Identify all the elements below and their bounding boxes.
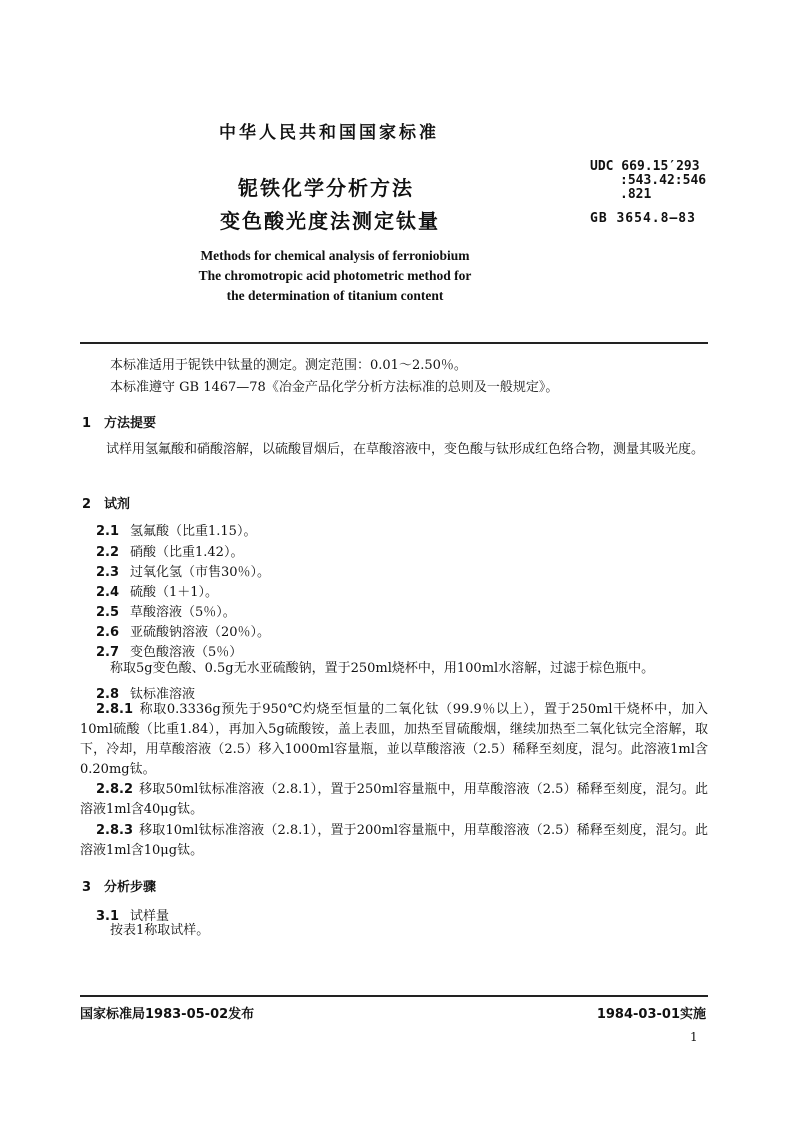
section-title: 试剂 — [104, 497, 131, 512]
effective-date: 1984-03-01实施 — [596, 1007, 706, 1022]
title-english-line1: Methods for chemical analysis of ferroniobium — [200, 248, 470, 263]
paragraph-2-8-2: 2.8.2 移取50ml钛标准溶液（2.8.1），置于250ml容量瓶中，用草酸溶液（2.5）稀释至刻度，混匀。此溶液1ml含40μg钛。 — [80, 782, 708, 817]
title-english-line2: The chromotropic acid photometric method for — [198, 268, 472, 283]
section-3-heading — [82, 876, 156, 895]
section-number: 1 — [82, 416, 92, 431]
section-2-heading — [82, 493, 130, 512]
reagent-item: 2.1 氢氟酸（比重1.15）。 — [96, 524, 257, 539]
reagent-item: 2.8 钛标准溶液 — [96, 687, 196, 702]
title-english-line3: the determination of titanium content — [226, 288, 444, 303]
gb-number: GB 3654.8—83 — [590, 211, 696, 226]
udc-line1: UDC 669.15′293 — [590, 159, 700, 174]
reagent-item: 2.2 硝酸（比重1.42）。 — [96, 545, 244, 560]
paragraph-2-8-3: 2.8.3 移取10ml钛标准溶液（2.8.1），置于200ml容量瓶中，用草酸溶液（2.5）稀释至刻度，混匀。此溶液1ml含10μg钛。 — [80, 823, 708, 858]
reagent-item: 2.5 草酸溶液（5％）。 — [96, 605, 236, 620]
section-title: 方法提要 — [104, 416, 157, 431]
title-chinese-line2: 变色酸光度法测定钛量 — [220, 209, 440, 233]
section-number: 2 — [82, 497, 92, 512]
page-number: 1 — [690, 1030, 698, 1044]
issuing-body: 中华人民共和国国家标准 — [219, 123, 439, 143]
udc-line3: .821 — [620, 187, 652, 202]
issue-date: 国家标准局1983-05-02发布 — [80, 1007, 255, 1022]
udc-line2: :543.42:546 — [620, 173, 707, 188]
title-chinese-line1: 铌铁化学分析方法 — [238, 176, 414, 200]
reagent-item: 2.7 变色酸溶液（5％） — [96, 645, 243, 660]
section-1-paragraph: 试样用氢氟酸和硝酸溶解，以硫酸冒烟后，在草酸溶液中，变色酸与钛形成红色络合物，测量其吸光度。 — [80, 442, 705, 457]
udc-code — [590, 160, 706, 202]
section-number: 3 — [82, 880, 92, 895]
header-rule — [80, 342, 708, 344]
footer-rule — [80, 995, 708, 997]
paragraph-2-8-1: 2.8.1 称取0.3336g预先于950℃灼烧至恒量的二氧化钛（99.9％以上），置于250ml干烧杯中，加入10ml硫酸（比重1.84），再加入5g硫酸铵，盖上表皿，加热至冒硫酸烟，继续加热至二氧化钛完全溶解，取下，冷却，用草酸溶液（2.5）移入1000ml容量瓶，並以草酸溶液（2.5）稀释至刻度，混匀。此溶液1ml含0.20mg钛。 — [80, 702, 708, 777]
section-1-heading — [82, 412, 156, 431]
scope-statement: 本标准适用于铌铁中钛量的测定。测定范围：0.01～2.50％。 — [110, 358, 467, 373]
reagent-item: 2.4 硫酸（1＋1）。 — [96, 585, 219, 600]
reagent-2-7-preparation: 称取5g变色酸、0.5g无水亚硫酸钠，置于250ml烧杯中，用100ml水溶解，过滤于棕色瓶中。 — [110, 661, 655, 676]
reagent-item: 2.6 亚硫酸钠溶液（20％）。 — [96, 625, 271, 640]
compliance-statement: 本标准遵守 GB 1467—78《冶金产品化学分析方法标准的总则及一般规定》。 — [110, 380, 559, 395]
step-item: 3.1 试样量 — [96, 909, 170, 924]
reagent-item: 2.3 过氧化氢（市售30％）。 — [96, 565, 271, 580]
step-3-1-text: 按表1称取试样。 — [110, 923, 210, 938]
section-title: 分析步骤 — [104, 880, 157, 895]
